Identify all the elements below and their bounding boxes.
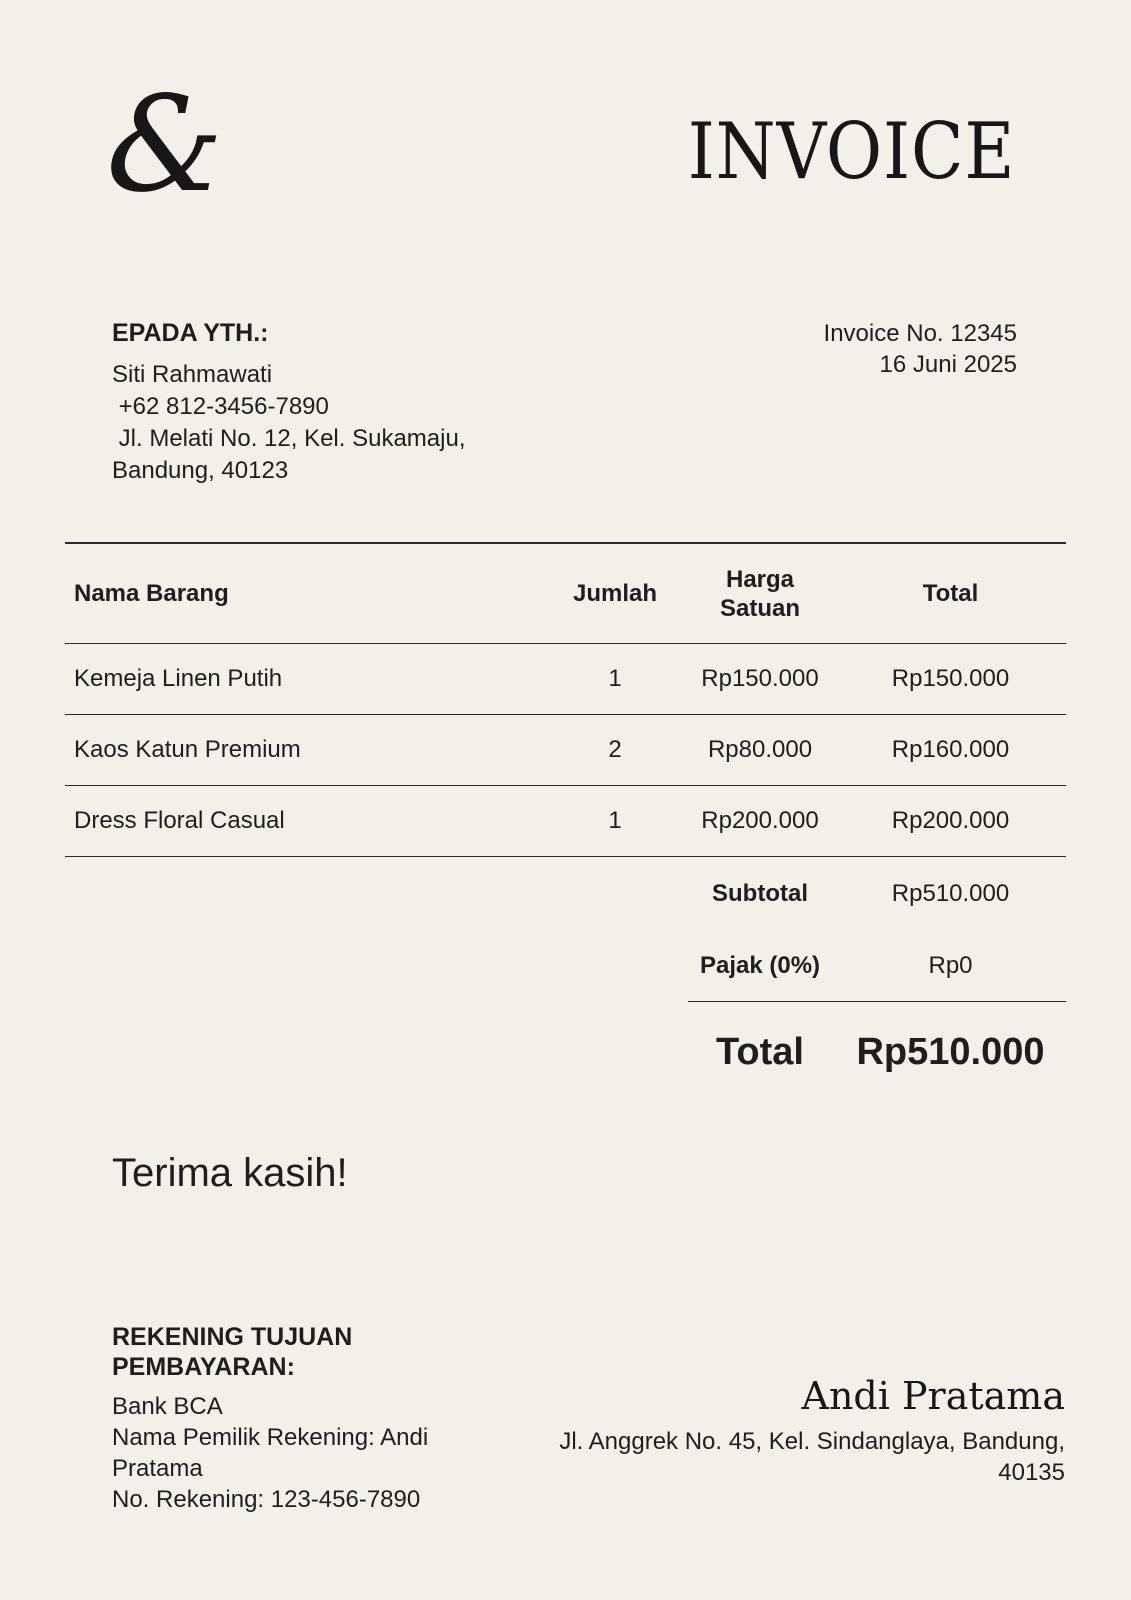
item-qty: 1: [608, 807, 622, 834]
bill-to-heading: EPADA YTH.:: [112, 319, 269, 347]
issuer-name: Andi Pratama: [801, 1374, 1065, 1418]
subtotal-row: [65, 857, 1066, 931]
invoice-meta: [824, 318, 1017, 380]
bill-to-address-line-2: Bandung, 40123: [112, 457, 289, 484]
issuer-section: [559, 1374, 1065, 1488]
table-header-row: [65, 542, 1066, 644]
issuer-address-line-2: 40135: [998, 1459, 1065, 1486]
bill-to-details: [112, 359, 465, 487]
item-total: Rp150.000: [891, 665, 1010, 692]
bill-to-section: [112, 319, 465, 487]
table-row: [65, 786, 1066, 857]
column-header-total: Total: [922, 580, 979, 607]
tax-label: Pajak (0%): [699, 952, 821, 979]
payment-account-details: [112, 1391, 532, 1515]
thank-you-note: Terima kasih!: [112, 1151, 348, 1195]
item-qty: 2: [608, 736, 622, 763]
bill-to-phone: +62 812-3456-7890: [112, 393, 329, 420]
item-name: Kaos Katun Premium: [74, 736, 301, 763]
payment-account-number: No. Rekening: 123-456-7890: [112, 1486, 421, 1513]
column-header-nama-barang: Nama Barang: [74, 580, 229, 607]
issuer-address: [559, 1426, 1065, 1488]
grand-total-label: Total: [716, 1030, 804, 1073]
item-unit-price: Rp200.000: [701, 807, 819, 834]
item-unit-price: Rp150.000: [701, 665, 819, 692]
issuer-address-line-1: Jl. Anggrek No. 45, Kel. Sindanglaya, Bandung,: [559, 1428, 1065, 1455]
invoice-number: Invoice No. 12345: [823, 320, 1017, 347]
column-header-harga-satuan: Harga Satuan: [719, 565, 800, 622]
grand-total-value: Rp510.000: [856, 1030, 1045, 1073]
subtotal-value: Rp510.000: [891, 880, 1010, 907]
table-row: [65, 644, 1066, 715]
payment-account-heading: REKENING TUJUAN PEMBAYARAN:: [112, 1323, 353, 1381]
payment-account-holder-line-2: Pratama: [112, 1455, 203, 1482]
bill-to-address-line-1: Jl. Melati No. 12, Kel. Sukamaju,: [112, 425, 466, 452]
payment-account-holder-line-1: Nama Pemilik Rekening: Andi: [112, 1424, 429, 1451]
payment-account-section: [112, 1322, 532, 1515]
items-table: [65, 542, 1066, 1102]
subtotal-label: Subtotal: [712, 880, 808, 907]
brand-ampersand-logo: &: [106, 68, 224, 222]
grand-total-row: [65, 1002, 1066, 1102]
payment-bank: Bank BCA: [112, 1393, 223, 1420]
item-qty: 1: [608, 665, 622, 692]
tax-row: [65, 931, 1066, 1001]
tax-value: Rp0: [928, 952, 973, 979]
item-name: Dress Floral Casual: [74, 807, 285, 834]
column-header-jumlah: Jumlah: [572, 580, 658, 607]
item-total: Rp200.000: [891, 807, 1010, 834]
item-total: Rp160.000: [891, 736, 1010, 763]
item-name: Kemeja Linen Putih: [74, 665, 283, 692]
invoice-date: 16 Juni 2025: [879, 351, 1017, 378]
item-unit-price: Rp80.000: [707, 736, 813, 763]
invoice-title: INVOICE: [687, 107, 1015, 197]
bill-to-name: Siti Rahmawati: [112, 361, 273, 388]
table-row: [65, 715, 1066, 786]
